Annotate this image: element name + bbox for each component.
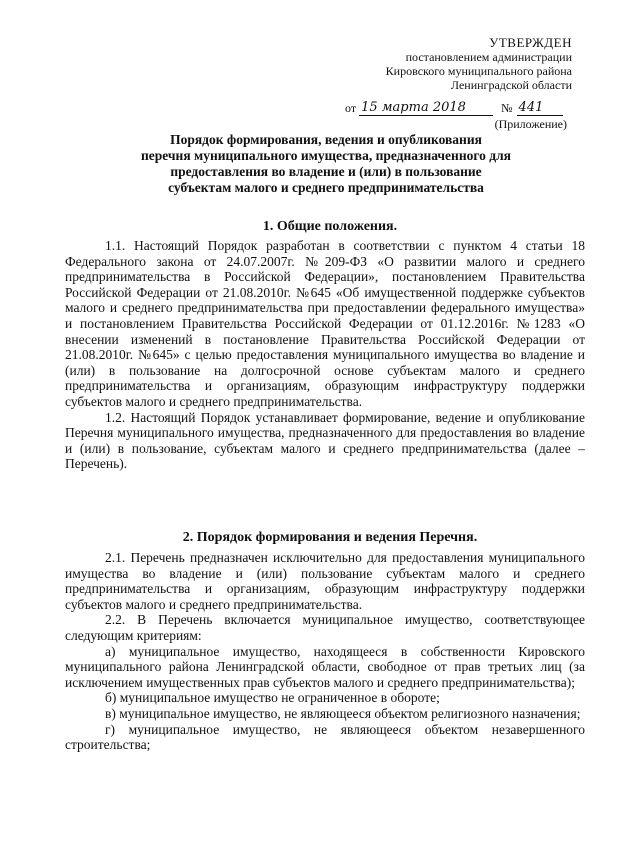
number-sign: № (501, 101, 513, 115)
paragraph-2-1: 2.1. Перечень предназначен исключительно для предоставления муниципального имущества во владение и (или) пользование субъектам малого и среднего предпринимательства и организациям, образующим инфраструктуру поддержки субъектов малого и среднего предпринимательства. (65, 550, 585, 612)
approval-line-2: Кировского муниципального района (385, 64, 572, 78)
paragraph-1-1: 1.1. Настоящий Порядок разработан в соответствии с пунктом 4 статьи 18 Федерального закона от 24.07.2007г. №209-ФЗ «О развитии малого и среднего предпринимательства в Российской Федерации», постановлением Правительства Российской Федерации от 21.08.2010г. №645 «Об имущественной поддержке субъектов малого и среднего предпринимательства при предоставлении федерального имущества» и постановлением Правительства Российской Федерации от 01.12.2016г. №1283 «О внесении изменений в постановление Правительства Российской Федерации от 21.08.2010г. №645» с целью предоставления муниципального имущества во владение и (или) в пользование на долгосрочной основе субъектам малого и среднего предпринимательства и организациям, образующим инфраструктуру поддержки субъектов малого и среднего предпринимательства. (65, 238, 585, 409)
order-reference (345, 100, 573, 132)
appendix-label: (Приложение) (494, 117, 567, 131)
criterion-c: в) муниципальное имущество, не являющееся объектом религиозного назначения; (105, 705, 581, 721)
section-1-body (65, 238, 585, 472)
title-line-1: Порядок формирования, ведения и опубликования (170, 132, 482, 147)
approval-line-1: постановлением администрации (405, 50, 572, 64)
paragraph-1-2: 1.2. Настоящий Порядок устанавливает формирование, ведение и опубликование Перечня муниципального имущества, предназначенного для предоставления во владение и (или) в пользование, субъектам малого и среднего предпринимательства (далее – Перечень). (65, 409, 585, 472)
criterion-b: б) муниципальное имущество не ограниченное в обороте; (105, 690, 440, 706)
handwritten-number: 441 (517, 100, 563, 116)
title-line-4: субъектам малого и среднего предпринимательства (168, 180, 484, 195)
handwritten-date: 15 марта 2018 (359, 100, 493, 116)
criterion-a: а) муниципальное имущество, находящееся в собственности Кировского муниципального района Ленинградской области, свободное от прав третьих лиц (за исключением имущественных прав субъектов малого и среднего предпринимательства); (65, 643, 585, 690)
paragraph-2-2: 2.2. В Перечень включается муниципальное имущество, соответствующее следующим критериям: (65, 612, 585, 643)
approved-label: УТВЕРЖДЕН (489, 35, 572, 50)
document-title (96, 132, 556, 196)
section-2-heading: 2. Порядок формирования и ведения Перечня. (182, 530, 478, 545)
approval-block (386, 36, 572, 92)
title-line-2: перечня муниципального имущества, предназначенного для (141, 148, 511, 163)
title-line-3: предоставления во владение и (или) в пользование (170, 164, 482, 179)
section-2-body (65, 550, 585, 753)
section-1-heading: 1. Общие положения. (262, 219, 398, 234)
criterion-d: г) муниципальное имущество, не являющееся объектом незавершенного строительства; (65, 721, 585, 753)
approval-line-3: Ленинградской области (450, 78, 572, 92)
from-label: от (345, 101, 357, 115)
